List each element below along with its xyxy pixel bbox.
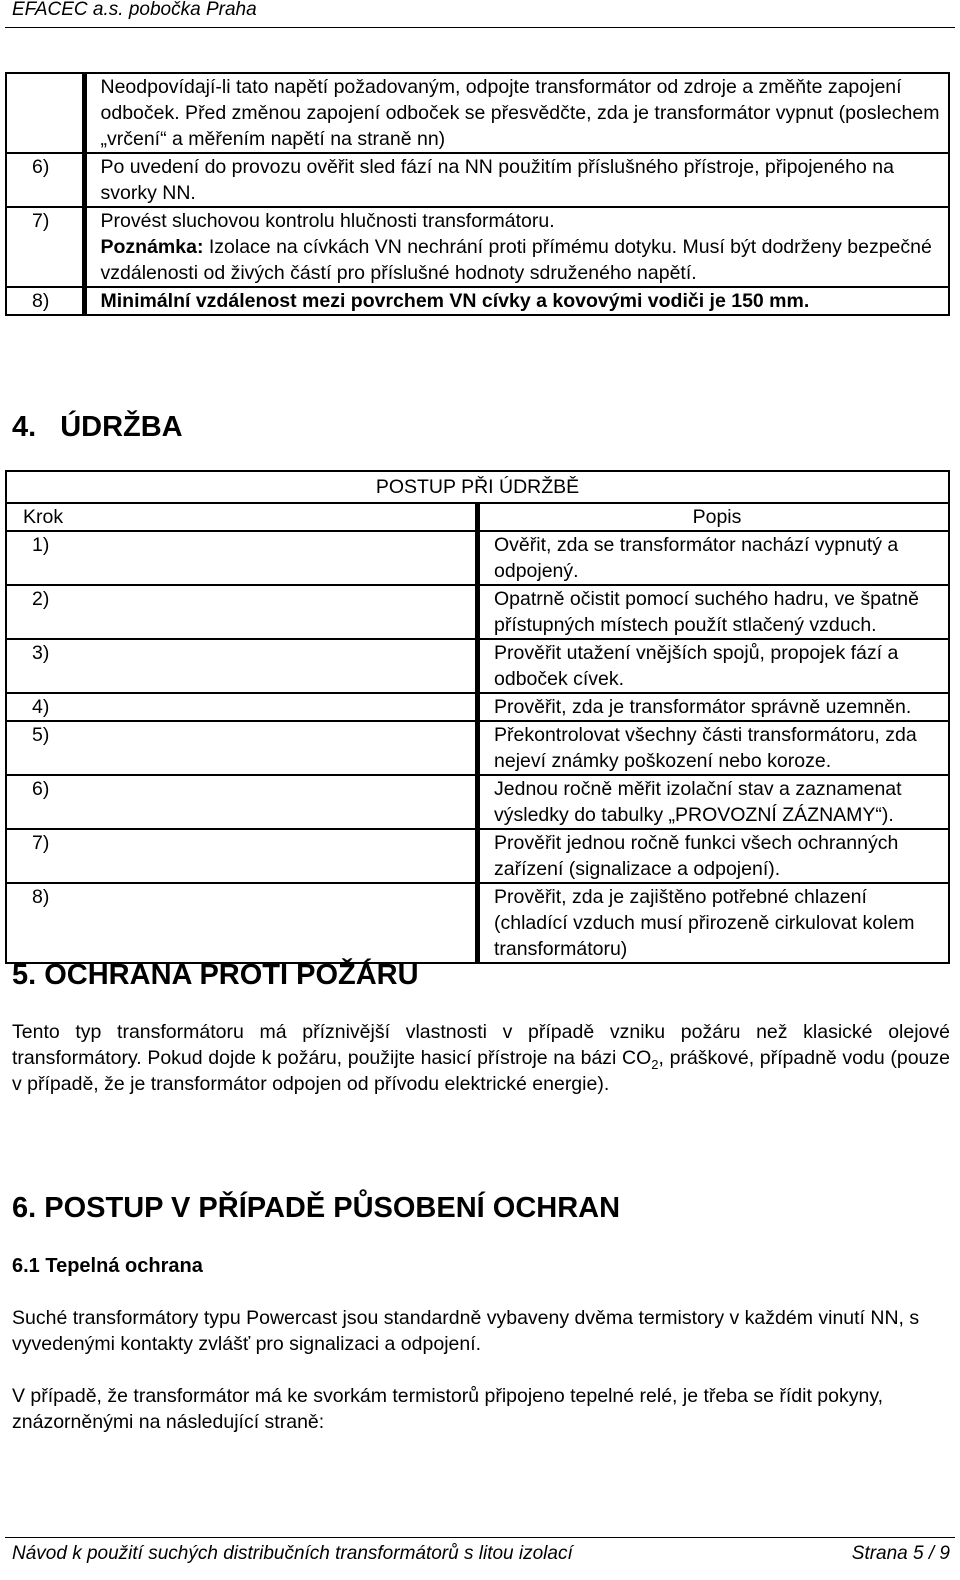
table-row	[6, 721, 949, 775]
table-row	[6, 775, 949, 829]
section-4-heading	[12, 410, 183, 444]
step-number: 8)	[6, 883, 478, 963]
step-text: Po uvedení do provozu ověřit sled fází na NN použitím příslušného přístroje, připojeného na svorky NN.	[84, 153, 949, 207]
step-text: Ověřit, zda se transformátor nachází vypnutý a odpojený.	[478, 531, 950, 585]
section-6-paragraph-2: V případě, že transformátor má ke svorkám termistorů připojeno tepelné relé, je třeba se řídit pokyny, znázorněnými na následující straně:	[12, 1385, 884, 1433]
step-number: 5)	[6, 721, 478, 775]
footer-divider	[5, 1537, 955, 1538]
column-header-popis: Popis	[478, 503, 950, 531]
step-text: Překontrolovat všechny části transformátoru, zda nejeví známky poškození nebo koroze.	[478, 721, 950, 775]
step-text: Prověřit, zda je zajištěno potřebné chlazení (chladící vzduch musí přirozeně cirkulovat kolem transformátoru)	[478, 883, 950, 963]
step-number: 4)	[6, 693, 478, 721]
table-title-row	[6, 471, 949, 503]
commissioning-steps-table	[5, 72, 950, 316]
step-text-with-note	[84, 207, 949, 287]
footer-title: Návod k použití suchých distribučních transformátorů s litou izolací	[12, 1543, 573, 1564]
note-text: Izolace na cívkách VN nechrání proti přímému dotyku. Musí být dodrženy bezpečné vzdálenosti od živých částí pro příslušné hodnoty sdruženého napětí.	[100, 236, 932, 284]
table-row	[6, 153, 949, 207]
table-title: POSTUP PŘI ÚDRŽBĚ	[6, 471, 949, 503]
header-divider	[5, 27, 955, 28]
page-header: EFACEC a.s. pobočka Praha	[12, 0, 257, 20]
maintenance-table	[5, 470, 950, 964]
section-4-title: ÚDRŽBA	[60, 411, 183, 443]
table-row	[6, 585, 949, 639]
table-row	[6, 829, 949, 883]
table-header-row	[6, 503, 949, 531]
step-number: 7)	[6, 207, 84, 287]
step-number: 6)	[6, 153, 84, 207]
table-row	[6, 693, 949, 721]
table-row	[6, 883, 949, 963]
step-number: 3)	[6, 639, 478, 693]
table-row	[6, 531, 949, 585]
paragraph-text: Tento typ transformátoru má příznivější vlastnosti v případě vzniku požáru než klasické olejové transformátory. Pokud dojde k požáru, použijte hasicí přístroje na bázi CO	[12, 1021, 950, 1069]
step-text: Provést sluchovou kontrolu hlučnosti transformátoru.	[100, 210, 555, 232]
table-row	[6, 73, 949, 153]
section-5-heading: 5. OCHRANA PROTI POŽÁRU	[12, 959, 419, 991]
table-row	[6, 287, 949, 315]
step-text: Neodpovídají-li tato napětí požadovaným, odpojte transformátor od zdroje a změňte zapojení odboček. Před změnou zapojení odboček se přesvědčte, zda je transformátor vypnut (poslechem „vrčení“ a měřením napětí na straně nn)	[84, 73, 949, 153]
column-header-krok: Krok	[6, 503, 478, 531]
step-text: Jednou ročně měřit izolační stav a zaznamenat výsledky do tabulky „PROVOZNÍ ZÁZNAMY“).	[478, 775, 950, 829]
step-number: 6)	[6, 775, 478, 829]
paragraph-text: , práškové, případně vodu (pouze v případě, že je transformátor odpojen od přívodu elektrické energie).	[12, 1047, 950, 1095]
section-6-1-heading: 6.1 Tepelná ochrana	[12, 1255, 203, 1277]
table-row	[6, 207, 949, 287]
note-label: Poznámka:	[100, 236, 204, 258]
page-number: Strana 5 / 9	[851, 1543, 950, 1564]
table-row	[6, 639, 949, 693]
step-text: Opatrně očistit pomocí suchého hadru, ve špatně přístupných místech použít stlačený vzduch.	[478, 585, 950, 639]
step-text: Prověřit, zda je transformátor správně uzemněn.	[478, 693, 950, 721]
section-5-paragraph	[12, 1019, 950, 1097]
step-number: 1)	[6, 531, 478, 585]
step-text: Minimální vzdálenost mezi povrchem VN cívky a kovovými vodiči je 150 mm.	[84, 287, 949, 315]
section-4-number: 4.	[12, 411, 37, 443]
step-text: Prověřit utažení vnějších spojů, propojek fází a odboček cívek.	[478, 639, 950, 693]
step-number	[6, 73, 84, 153]
section-6-paragraph-1: Suché transformátory typu Powercast jsou standardně vybaveny dvěma termistory v každém vinutí NN, s vyvedenými kontakty zvlášť pro signalizaci a odpojení.	[12, 1307, 920, 1355]
note	[101, 234, 941, 286]
co2-subscript: 2	[651, 1056, 659, 1072]
step-number: 7)	[6, 829, 478, 883]
step-text: Prověřit jednou ročně funkci všech ochranných zařízení (signalizace a odpojení).	[478, 829, 950, 883]
step-number: 8)	[6, 287, 84, 315]
step-number: 2)	[6, 585, 478, 639]
section-6-heading: 6. POSTUP V PŘÍPADĚ PŮSOBENÍ OCHRAN	[12, 1192, 621, 1224]
